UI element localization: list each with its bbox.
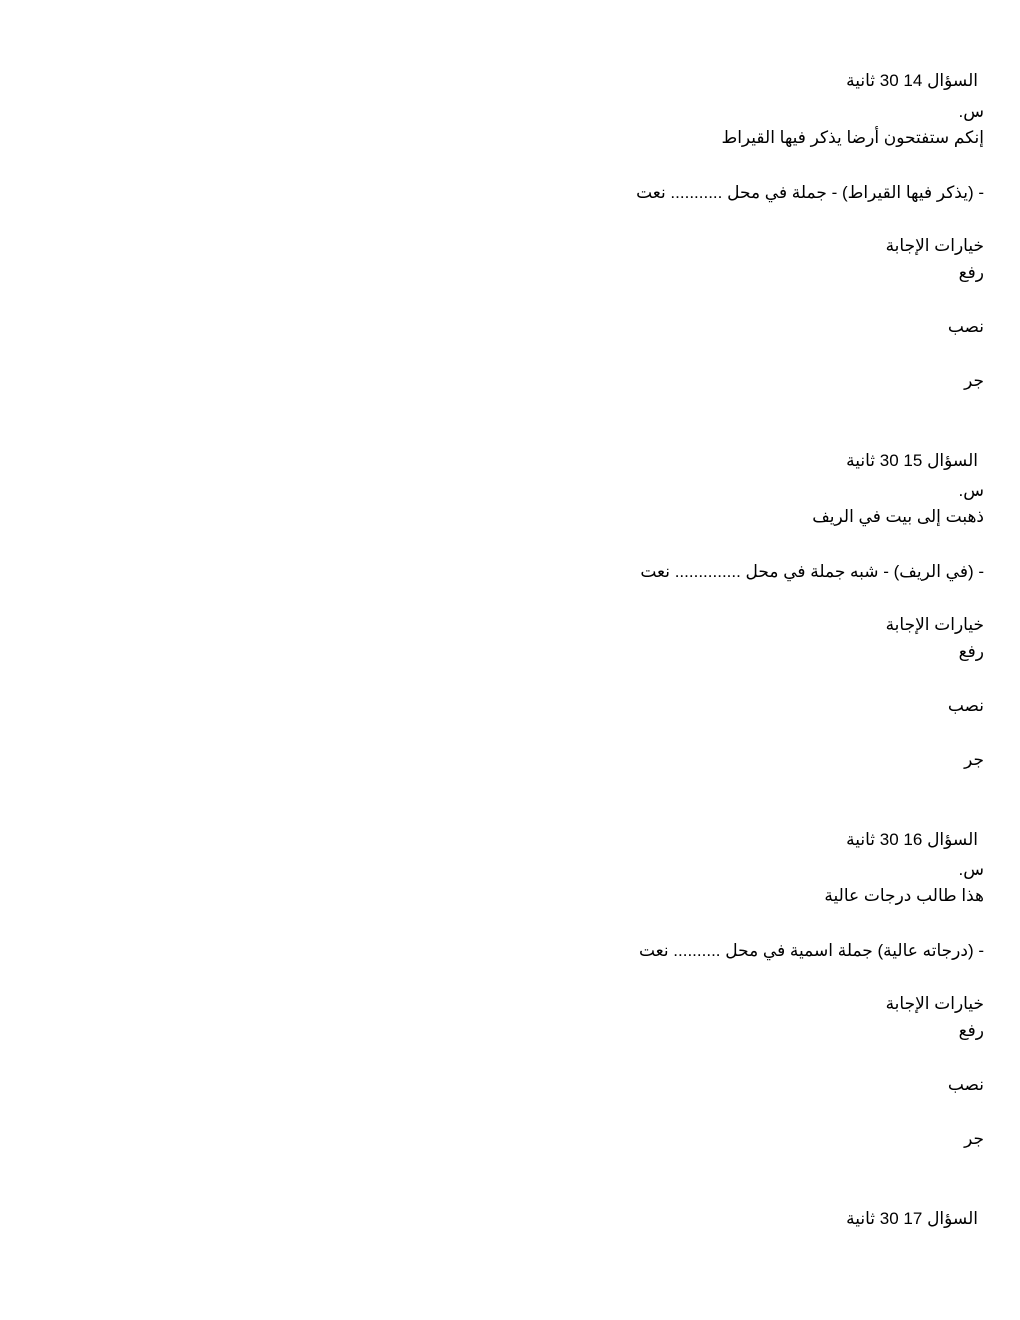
question-15-sentence: ذهبت إلى بيت في الريف [812, 507, 984, 526]
question-16-header: السؤال 16 30 ثانية [846, 830, 978, 849]
question-16-sentence: هذا طالب درجات عالية [824, 886, 984, 905]
question-14-sentence: إنكم ستفتحون أرضا يذكر فيها القيراط [721, 128, 984, 147]
question-16-prompt: - (درجاته عالية) جملة اسمية في محل .......... نعت [638, 941, 984, 960]
question-15-option-jar[interactable]: جر [964, 750, 984, 769]
question-16-option-jar[interactable]: جر [964, 1129, 984, 1148]
question-15-prefix: س. [958, 481, 984, 500]
question-15-header: السؤال 15 30 ثانية [846, 451, 978, 470]
question-14-option-jar[interactable]: جر [964, 371, 984, 390]
question-16-options-label: خيارات الإجابة [885, 994, 984, 1013]
question-14-option-raf[interactable]: رفع [958, 263, 984, 282]
question-14-prefix: س. [958, 102, 984, 121]
question-15-options-label: خيارات الإجابة [885, 615, 984, 634]
question-15-option-nasb[interactable]: نصب [947, 696, 984, 715]
question-16-option-raf[interactable]: رفع [958, 1021, 984, 1040]
question-16-prefix: س. [958, 860, 984, 879]
question-15-prompt: - (في الريف) - شبه جملة في محل .............. نعت [640, 562, 984, 581]
question-17-header: السؤال 17 30 ثانية [846, 1209, 978, 1228]
question-16-option-nasb[interactable]: نصب [947, 1075, 984, 1094]
question-14-option-nasb[interactable]: نصب [947, 317, 984, 336]
question-14-prompt: - (يذكر فيها القيراط) - جملة في محل ........... نعت [636, 183, 984, 202]
question-14-options-label: خيارات الإجابة [885, 236, 984, 255]
question-14-header: السؤال 14 30 ثانية [846, 71, 978, 90]
question-15-option-raf[interactable]: رفع [958, 642, 984, 661]
